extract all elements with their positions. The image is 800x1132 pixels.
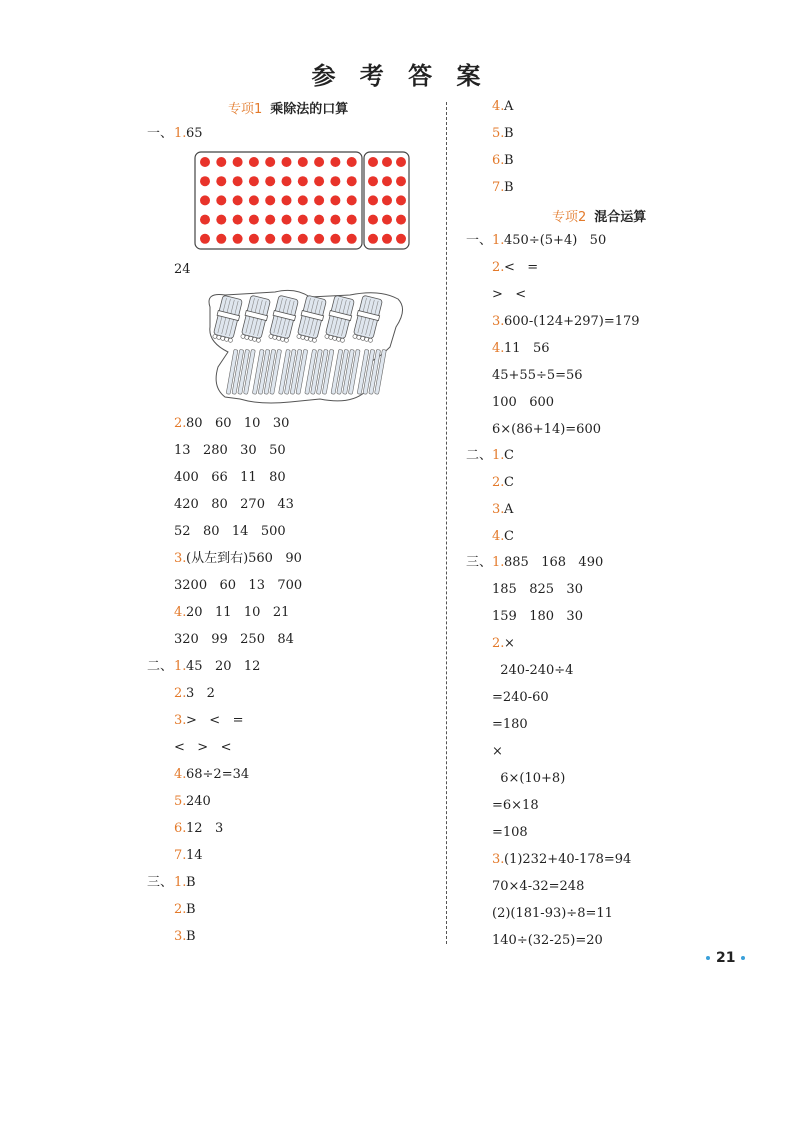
dot: [282, 195, 292, 205]
dot: [298, 176, 308, 186]
dot: [233, 157, 243, 167]
dot: [347, 157, 357, 167]
answer-text: B: [504, 126, 514, 141]
dot: [233, 176, 243, 186]
answer-text: (从左到右)560 90: [186, 551, 302, 566]
answer-text: 12 3: [186, 821, 224, 836]
dot: [216, 176, 226, 186]
answer-text: C: [504, 475, 514, 490]
part-marker: 二、: [466, 448, 493, 463]
dot: [249, 215, 259, 225]
answer-text: B: [186, 875, 196, 890]
dot: [216, 234, 226, 244]
answer-text: 45 20 12: [186, 659, 261, 674]
question-number: 3.: [174, 551, 187, 566]
dot: [396, 195, 406, 205]
dot: [233, 215, 243, 225]
page-title: 参 考 答 案: [311, 62, 489, 90]
question-number: 2.: [492, 636, 505, 651]
dot: [347, 234, 357, 244]
dot: [382, 176, 392, 186]
answer-text: 885 168 490: [504, 555, 604, 570]
section-heading-right: [552, 206, 646, 225]
dot: [382, 234, 392, 244]
answer-text: 11 56: [504, 341, 550, 356]
question-number: 3.: [492, 852, 505, 867]
dot: [396, 234, 406, 244]
question-number: 2.: [174, 902, 187, 917]
question-number: 2.: [492, 260, 505, 275]
section-label: 专项2: [552, 210, 587, 225]
question-number: 1.: [174, 875, 187, 890]
dot: [216, 195, 226, 205]
dot: [368, 157, 378, 167]
dot: [200, 234, 210, 244]
question-number: 4.: [174, 605, 187, 620]
answer-text: 6×(86+14)=600: [492, 422, 601, 437]
answer-text: A: [504, 502, 514, 517]
answer-text: > < =: [186, 713, 244, 728]
dot: [330, 157, 340, 167]
dot: [200, 195, 210, 205]
dot: [382, 157, 392, 167]
dot: [249, 176, 259, 186]
answer-text: < =: [504, 260, 539, 275]
answer-text: 100 600: [492, 395, 555, 410]
answer-text: 450÷(5+4) 50: [504, 233, 607, 248]
answer-text: 240: [186, 794, 211, 809]
dot: [298, 234, 308, 244]
dot: [347, 176, 357, 186]
part-marker: 三、: [147, 875, 174, 890]
answer-text: 65: [186, 126, 203, 141]
answer-text: 45+55÷5=56: [492, 368, 583, 383]
section-title: 乘除法的口算: [270, 102, 349, 117]
question-number: 1.: [174, 126, 187, 141]
dot: [368, 195, 378, 205]
answer-text: 185 825 30: [492, 582, 583, 597]
dot: [265, 157, 275, 167]
question-number: 1.: [492, 555, 505, 570]
answer-text: 6×(10+8): [492, 771, 566, 786]
dot-array-figure: [194, 151, 412, 251]
dot: [200, 157, 210, 167]
answer-text: 240-240÷4: [492, 663, 574, 678]
question-number: 1.: [492, 448, 505, 463]
page-dot-left: [706, 956, 710, 960]
question-number: 3.: [174, 713, 187, 728]
dot: [200, 215, 210, 225]
question-number: 2.: [174, 416, 187, 431]
answer-text: 420 80 270 43: [174, 497, 294, 512]
answer-text: < > <: [174, 740, 232, 755]
dot: [265, 176, 275, 186]
dot: [249, 234, 259, 244]
answer-text: ×: [492, 744, 503, 759]
dot: [233, 234, 243, 244]
answer-text: 52 80 14 500: [174, 524, 286, 539]
section-heading-left: [228, 98, 348, 117]
part-marker: 一、: [466, 233, 493, 248]
answer-text: 3200 60 13 700: [174, 578, 303, 593]
answer-text: 80 60 10 30: [186, 416, 290, 431]
page-number: [700, 950, 751, 966]
dot: [396, 157, 406, 167]
dot: [314, 157, 324, 167]
dot: [314, 176, 324, 186]
dot: [368, 176, 378, 186]
answer-text: B: [186, 929, 196, 944]
dot: [330, 234, 340, 244]
dot: [282, 157, 292, 167]
dot: [282, 215, 292, 225]
question-number: 6.: [492, 153, 505, 168]
dot: [330, 176, 340, 186]
dot: [382, 215, 392, 225]
part-marker: 一、: [147, 126, 174, 141]
question-number: 4.: [492, 529, 505, 544]
column-divider: [446, 102, 447, 944]
answer-text: =108: [492, 825, 528, 840]
section-title: 混合运算: [594, 210, 647, 225]
dot: [314, 215, 324, 225]
part-marker: 三、: [466, 555, 493, 570]
dot: [216, 215, 226, 225]
answer-text: =180: [492, 717, 528, 732]
dot: [330, 215, 340, 225]
answer-text: =240-60: [492, 690, 549, 705]
question-number: 4.: [492, 99, 505, 114]
answer-text: 400 66 11 80: [174, 470, 286, 485]
question-number: 2.: [174, 686, 187, 701]
dot: [216, 157, 226, 167]
answer-text: 140÷(32-25)=20: [492, 933, 603, 948]
dot: [347, 195, 357, 205]
question-number: 5.: [174, 794, 187, 809]
question-number: 3.: [492, 502, 505, 517]
answer-text: 600-(124+297)=179: [504, 314, 640, 329]
question-number: 5.: [492, 126, 505, 141]
answer-text: 14: [186, 848, 203, 863]
dot: [298, 157, 308, 167]
dot: [298, 195, 308, 205]
answer-text: 3 2: [186, 686, 215, 701]
answer-text: 20 11 10 21: [186, 605, 290, 620]
dot: [298, 215, 308, 225]
dot: [314, 195, 324, 205]
dot: [330, 195, 340, 205]
question-number: 6.: [174, 821, 187, 836]
answer-text: 70×4-32=248: [492, 879, 585, 894]
part-marker: 二、: [147, 659, 174, 674]
page-number-text: 21: [716, 950, 736, 966]
dot: [347, 215, 357, 225]
answer-text: 320 99 250 84: [174, 632, 294, 647]
answer-text: ×: [504, 636, 515, 651]
answer-text: (1)232+40-178=94: [504, 852, 632, 867]
dot: [200, 176, 210, 186]
question-number: 3.: [492, 314, 505, 329]
answer-text: 13 280 30 50: [174, 443, 286, 458]
question-number: 4.: [174, 767, 187, 782]
question-number: 1.: [492, 233, 505, 248]
question-number: 1.: [174, 659, 187, 674]
answer-text: B: [504, 180, 514, 195]
answer-text: B: [186, 902, 196, 917]
dot: [282, 234, 292, 244]
page-dot-right: [741, 956, 745, 960]
stick-bundles-figure: [200, 287, 410, 407]
answer-text: 68÷2=34: [186, 767, 250, 782]
answer-text: > <: [492, 287, 527, 302]
answer-text: B: [504, 153, 514, 168]
answer-text: =6×18: [492, 798, 539, 813]
answer-text: C: [504, 448, 514, 463]
answer-text: 24: [174, 262, 191, 277]
dot: [265, 215, 275, 225]
answer-text: C: [504, 529, 514, 544]
dot: [396, 215, 406, 225]
question-number: 7.: [174, 848, 187, 863]
dot: [249, 157, 259, 167]
dot: [233, 195, 243, 205]
dot: [368, 234, 378, 244]
dot: [382, 195, 392, 205]
question-number: 2.: [492, 475, 505, 490]
dot: [368, 215, 378, 225]
dot: [396, 176, 406, 186]
section-label: 专项1: [228, 102, 263, 117]
answer-text: 159 180 30: [492, 609, 583, 624]
answer-text: (2)(181-93)÷8=11: [492, 906, 613, 921]
dot: [282, 176, 292, 186]
question-number: 7.: [492, 180, 505, 195]
dot: [314, 234, 324, 244]
dot: [265, 234, 275, 244]
dot: [265, 195, 275, 205]
dot: [249, 195, 259, 205]
answer-text: A: [504, 99, 514, 114]
question-number: 3.: [174, 929, 187, 944]
question-number: 4.: [492, 341, 505, 356]
